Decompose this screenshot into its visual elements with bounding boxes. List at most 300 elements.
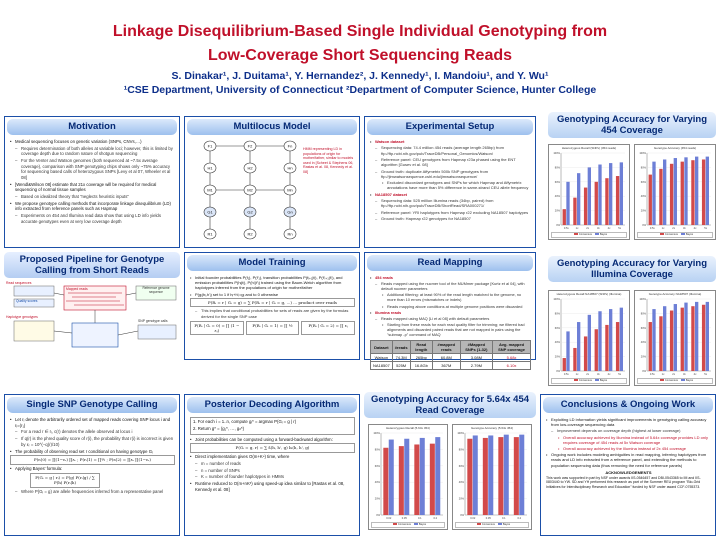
- bar: [609, 163, 612, 225]
- legend-swatch: [574, 379, 578, 381]
- bar: [595, 329, 598, 371]
- bar: [620, 308, 623, 371]
- ack-title: ACKNOWLEDGEMENTS: [605, 469, 652, 475]
- x-tick-label: 0.2: [433, 517, 438, 520]
- calls-box: [138, 325, 176, 339]
- x-tick-label: 3x: [682, 373, 686, 376]
- y-tick-label: 0%: [642, 224, 646, 227]
- bar: [573, 348, 576, 371]
- x-tick-label: 0.5x: [563, 227, 569, 230]
- legend-swatch: [393, 523, 397, 525]
- bar: [563, 358, 566, 371]
- y-tick-label: 0%: [460, 514, 464, 517]
- bar: [609, 309, 612, 371]
- mapping-heading: • 454 reads: [370, 275, 531, 280]
- x-tick-label: 0.05: [485, 517, 491, 520]
- bar: [702, 159, 705, 225]
- bar: [404, 439, 409, 515]
- legend-label: Bayes: [685, 379, 694, 382]
- arrow: [126, 293, 136, 295]
- watson-item: – Ground truth: duplicate Affymetrix 500k SNP genotypes from ftp://jimwatsonsequence.cshl.edu/jimwatsonsequence/: [370, 169, 531, 179]
- legend-label: Consensus: [578, 379, 592, 382]
- table-header-cell: #Mapped SNPs (1-32): [460, 341, 492, 354]
- table-cell: 2.79M: [460, 362, 492, 370]
- y-tick-label: 80%: [640, 312, 646, 316]
- bar: [649, 175, 652, 225]
- motivation-sub: – Based on idealized theory that "neglects heuristic inputs": [10, 194, 175, 200]
- hmm-node-label: Rn: [287, 231, 293, 237]
- bar: [663, 306, 666, 371]
- bar: [659, 169, 662, 225]
- bar: [605, 325, 608, 371]
- bar: [652, 309, 655, 371]
- y-tick-label: 40%: [374, 481, 380, 485]
- y-tick-label: 60%: [458, 464, 464, 468]
- posterior-sub: – n = number of SNPs: [190, 468, 355, 474]
- x-tick-label: 0.5x: [649, 373, 655, 376]
- mapping-heading: • Illumina reads: [370, 310, 531, 315]
- bar: [566, 182, 569, 225]
- conclusions-subitem: • Overall accuracy achieved by the Illumina instead of 2x 454 coverage: [546, 446, 711, 451]
- lbl-snp: SNP genotype calls: [138, 319, 168, 323]
- arrow: [54, 331, 72, 333]
- mapping-item: – Reads mapped using MAQ [Li et al 08] with default parameters: [370, 316, 531, 321]
- bar: [706, 302, 709, 371]
- x-tick-label: 3x: [682, 227, 686, 230]
- acc5x-title: Genotyping Accuracy for 5.64x 454 Read Coverage: [370, 394, 530, 416]
- x-tick-label: 4x: [693, 373, 697, 376]
- y-tick-label: 0%: [556, 370, 560, 373]
- x-tick-label: 1x: [661, 227, 665, 230]
- table-cell: 5.68x: [493, 354, 531, 362]
- posterior-section: [184, 394, 360, 536]
- table-cell: 3.08M: [460, 354, 492, 362]
- bar: [616, 176, 619, 225]
- chart-panel: [634, 290, 716, 386]
- hmm-note: HMM representing LD in populations of origin for mother/father, similar to models used in [Scheet & Stephens 06, Rastas et al. 08, Kennedy et al. 08]: [303, 147, 354, 174]
- authors: S. Dinakar¹, J. Duitama¹, Y. Hernandez², J. Kennedy¹, I. Mandoiu¹, and Y. Wu¹: [171, 70, 549, 82]
- bar: [706, 157, 709, 225]
- chart-panel: [368, 424, 448, 530]
- bar: [430, 444, 435, 515]
- affiliations: ¹CSE Department, University of Connecticut ²Department of Computer Science, Hunter College: [123, 84, 597, 96]
- bar: [702, 305, 705, 371]
- chart-title: Genotype Accuracy (5.64x 454): [470, 426, 514, 430]
- table-header-cell: #reads: [392, 341, 410, 354]
- y-tick-label: 60%: [640, 326, 646, 330]
- experimental-section: [364, 116, 536, 248]
- bar: [498, 437, 503, 515]
- posterior-bullet: • Joint probabilities can be computed using a forward-backward algorithm:: [190, 437, 355, 443]
- training-eq: P(Rᵢ | Gᵢ = 1) = ∏ ½: [246, 321, 300, 335]
- title-line-1: Linkage Disequilibrium-Based Single Individual Genotyping from: [112, 23, 608, 40]
- posterior-step: 2. Return g* = (g₁*, …, gₙ*): [193, 425, 245, 431]
- y-tick-label: 100%: [553, 152, 560, 155]
- legend-swatch: [681, 379, 685, 381]
- hmm-box: [72, 323, 118, 347]
- bar: [670, 164, 673, 225]
- chart-title: Heterozygous Recall NA18507 (SNPs) (Illumina): [556, 292, 622, 296]
- chart-svg: [453, 425, 531, 529]
- conclusions-body: [546, 417, 711, 490]
- legend-swatch: [574, 233, 578, 235]
- lbl-mapped: Mapped reads: [66, 287, 88, 291]
- bar: [691, 160, 694, 225]
- bar: [691, 306, 694, 371]
- legend-swatch: [595, 379, 599, 381]
- bar: [563, 209, 566, 225]
- watson-item: – Reference panel: CEU genotypes from Hapmap r23a phased using the ENT algorithm [Gusev et al. 08]: [370, 157, 531, 167]
- posterior-body: [190, 417, 355, 493]
- y-tick-label: 100%: [457, 432, 464, 435]
- legend-label: Bayes: [599, 233, 608, 236]
- hmm-node-label: F2: [247, 143, 253, 149]
- x-tick-label: 0.1: [417, 517, 422, 520]
- y-tick-label: 60%: [374, 464, 380, 468]
- chart-title: Heterozygous Recall (5.64x 454): [386, 426, 430, 430]
- training-title: Model Training: [187, 255, 357, 271]
- multilocus-section: [184, 116, 360, 248]
- posterior-eq: P(Gᵢ = g, r) = ∑ fᵢ(h, h', g) bᵢ(h, h', g): [190, 443, 355, 453]
- ack-text: This work was supported in part by NSF under awards IIS-0546457 and DBI-0543365 to IM and IIS-0803440 to YW. SD and YH performed this research as part of the Summer REU program "Bio-Grid Initiatives for Interdisciplinary Research and Education" funded by NSF under award CCF-0755373.: [546, 475, 701, 489]
- hmm-node-label: F1: [207, 143, 213, 149]
- legend-label: Consensus: [397, 523, 411, 526]
- table-header-cell: #mapped reads: [432, 341, 460, 354]
- arrow: [118, 331, 138, 335]
- conclusions-section: [540, 394, 716, 536]
- y-tick-label: 80%: [640, 166, 646, 170]
- motivation-body: [10, 139, 175, 226]
- table-header-cell: Dataset: [371, 341, 393, 354]
- y-tick-label: 60%: [554, 180, 560, 184]
- lbl-reads: Read sequences: [6, 281, 32, 285]
- posterior-title: Posterior Decoding Algorithm: [187, 397, 357, 413]
- x-tick-label: 3x: [596, 373, 600, 376]
- bar: [674, 158, 677, 225]
- conclusions-title: Conclusions & Ongoing Work: [543, 397, 713, 413]
- table-cell: 74.3M: [392, 354, 410, 362]
- chart-svg: [549, 145, 629, 239]
- mapping-table: [370, 340, 531, 370]
- bar: [483, 438, 488, 515]
- reads-box: [14, 286, 54, 296]
- legend-swatch: [498, 523, 502, 525]
- header: [0, 0, 720, 104]
- watson-item: – Sequencing data: 74.4 million 454 reads (average length 265bp) from ftp://ftp.ncbi.nih.gov/pub/TraceDB/Personal_Genomics/Watson/: [370, 145, 531, 155]
- x-tick-label: 0.02: [470, 517, 476, 520]
- hmm-node-label: Hn: [287, 165, 293, 171]
- posterior-sub: – m = number of reads: [190, 461, 355, 467]
- mapping-title: Read Mapping: [367, 255, 533, 271]
- conclusions-bullet: • Exploiting LD information yields significant improvements in genotyping calling accuracy from low-coverage sequencing data: [546, 417, 711, 427]
- hmm-node-label: H2: [247, 165, 253, 171]
- bar: [616, 322, 619, 371]
- mapping-section: [364, 252, 536, 369]
- table-header-row: [371, 341, 531, 354]
- y-tick-label: 100%: [373, 432, 380, 435]
- bar: [684, 157, 687, 225]
- chart-title: Heterozygous Recall (SNPs) (454 reads): [561, 146, 617, 150]
- motivation-sub: – Experiments on 454 and Illumina read data show that using LD info yields accurate genotypes even at very low coverage depth: [10, 213, 175, 224]
- x-tick-label: 2x: [672, 227, 676, 230]
- bar: [588, 167, 591, 225]
- mapping-subitem: • Reads mapping above conditions at multiple genome positions were discarded: [370, 304, 531, 309]
- pipeline-title: Proposed Pipeline for Genotype Calling from Short Reads: [19, 254, 165, 276]
- legend-label: Bayes: [502, 523, 511, 526]
- legend-label: Consensus: [578, 233, 592, 236]
- training-eq: P(Rᵢ | Gᵢ = 0) = ∏ (1 − εⱼ): [190, 321, 244, 335]
- training-sub: – This implies that conditional probabilities for sets of reads are given by the formulas derived for the single SNP case: [190, 308, 355, 318]
- bar: [584, 336, 587, 371]
- x-tick-label: 0.1: [501, 517, 506, 520]
- title-line-2: Low-Coverage Short Sequencing Reads: [207, 47, 513, 64]
- na-heading: • NA18507 dataset: [370, 192, 531, 197]
- experimental-body: [370, 139, 531, 223]
- bar: [598, 165, 601, 225]
- mapping-subitem: • Additional filtering: at least 90% of the read length matched to the genome, no more than 10 errors (mismatches or indels): [370, 292, 531, 302]
- posterior-bullet: • Direct implementation gives O(m+K⁴) time, where: [190, 454, 355, 460]
- y-tick-label: 40%: [640, 195, 646, 199]
- table-header-cell: Read length: [410, 341, 432, 354]
- bar: [414, 444, 419, 515]
- experimental-title: Experimental Setup: [367, 119, 533, 135]
- bar: [595, 182, 598, 225]
- chart-panel: [634, 144, 716, 240]
- training-section: [184, 252, 360, 360]
- bar: [649, 322, 652, 371]
- bar: [695, 302, 698, 371]
- y-tick-label: 20%: [374, 497, 380, 501]
- x-tick-label: 1x: [661, 373, 665, 376]
- legend-swatch: [595, 233, 599, 235]
- posterior-step: 1. For each i = 1..n, compute gᵢ* = argmax P(Gᵢ = g | r): [193, 419, 297, 424]
- conclusions-sub: – Improvement depends on coverage depth (highest at lower coverage): [546, 428, 711, 433]
- single-body: [10, 417, 175, 496]
- y-tick-label: 40%: [554, 195, 560, 199]
- na-item: – Ground truth: Hapmap r22 genotypes for NA18507: [370, 216, 531, 221]
- bar: [473, 435, 478, 515]
- conclusions-subitem: • Overall accuracy achieved by Illumina instead of 5.64x coverage provides LD only requires coverage of 454 reads at 5x Watson coverage: [546, 435, 711, 445]
- bar: [435, 437, 440, 515]
- chart-svg: [635, 145, 715, 239]
- table-cell: 265bp: [410, 354, 432, 362]
- x-tick-label: 2x: [586, 373, 590, 376]
- bar: [504, 435, 509, 515]
- x-tick-label: 5x: [618, 373, 622, 376]
- bar: [577, 173, 580, 225]
- y-tick-label: 80%: [458, 448, 464, 452]
- hmm-node-label: Gn: [287, 209, 293, 215]
- legend-label: Bayes: [685, 233, 694, 236]
- multilocus-title: Multilocus Model: [187, 119, 357, 135]
- x-tick-label: 4x: [607, 373, 611, 376]
- y-tick-label: 100%: [553, 298, 560, 301]
- bar: [681, 162, 684, 225]
- hmm-node-label: R1: [207, 231, 213, 237]
- training-body: [190, 275, 355, 336]
- y-tick-label: 100%: [639, 152, 646, 155]
- y-tick-label: 20%: [554, 355, 560, 359]
- y-tick-label: 100%: [639, 298, 646, 301]
- accIllumina-title-box: [548, 256, 716, 282]
- training-bullet: • P(gᵢ|hᵢ,h'ᵢ) set to 1 if hᵢ+h'ᵢ=gᵢ and to 0 otherwise: [190, 292, 355, 297]
- single-bullet: • Let rᵢ denote the arbitrarily ordered set of mapped reads covering SNP locus i and rᵢ=(r₁): [10, 417, 175, 428]
- y-tick-label: 20%: [640, 355, 646, 359]
- y-tick-label: 60%: [640, 180, 646, 184]
- table-cell: NA18507: [371, 362, 393, 370]
- x-tick-label: 0.2: [517, 517, 522, 520]
- bar: [584, 188, 587, 225]
- bar: [598, 311, 601, 371]
- chart-legend: [455, 522, 529, 528]
- motivation-sub: – Requires determination of both alleles at variable loci; however, this is limited by coverage depth due to random nature of shotgun sequencing: [10, 146, 175, 157]
- hmm-node-label: M1: [207, 187, 213, 193]
- x-tick-label: 4x: [693, 227, 697, 230]
- bar: [577, 322, 580, 371]
- bar: [389, 440, 394, 515]
- motivation-bullet: • We propose genotype calling methods that incorporate linkage disequilibrium (LD) info extracted from reference panels such as Hapmap: [10, 201, 175, 212]
- motivation-title: Motivation: [7, 119, 177, 135]
- bar: [514, 437, 519, 515]
- x-tick-label: 5x: [618, 227, 622, 230]
- lbl-quality: Quality scores: [16, 299, 38, 303]
- y-tick-label: 40%: [640, 341, 646, 345]
- accIllumina-title: Genotyping Accuracy for Varying Illumina Coverage: [556, 258, 708, 280]
- watson-heading: • Watson dataset: [370, 139, 531, 144]
- hmm-node-label: Mn: [287, 187, 293, 193]
- chart-svg: [549, 291, 629, 385]
- hmm-node-label: H1: [207, 165, 213, 171]
- mapping-body: [370, 275, 531, 370]
- chart-svg: [369, 425, 447, 529]
- bar: [605, 178, 608, 225]
- single-sub: – If q(r) is the phred quality score of r(i), the probability that r(i) is incorrect is given by εᵣ = 10^(−q(r)/10): [10, 436, 175, 447]
- x-tick-label: 4x: [607, 227, 611, 230]
- bar: [620, 162, 623, 225]
- single-section: [4, 394, 180, 536]
- chart-title: Genotype Accuracy NA18507 (Illumina): [648, 292, 702, 296]
- acc5x-title-box: [364, 392, 536, 418]
- y-tick-label: 0%: [556, 224, 560, 227]
- acc454-title: Genotyping Accuracy for Varying 454 Coverage: [556, 114, 708, 136]
- training-eq: P(Rᵢ = r | Gᵢ = g) = ∑ P(Rᵢ = r | Gᵢ = g, ...) ... product over reads: [190, 298, 355, 307]
- y-tick-label: 80%: [554, 312, 560, 316]
- table-header-cell: Avg. mapped SNP coverage: [493, 341, 531, 354]
- single-eq: P(Gᵢ = g | rᵢ) = P(g) P(rᵢ|g) / ∑ P(h) P(rᵢ|h): [30, 473, 100, 488]
- chart-legend: [637, 232, 713, 238]
- bar: [681, 308, 684, 371]
- bar: [663, 159, 666, 225]
- y-tick-label: 80%: [374, 448, 380, 452]
- conclusions-bullet: • Ongoing work includes modeling ambiguities in read mapping, inferring haplotypes from reads and LD info extracted from a reference panel, and extending the methods to population sequencing data (thus removing the need for reference panels): [546, 452, 711, 467]
- chart-svg: [635, 291, 715, 385]
- bar: [420, 438, 425, 515]
- bar: [659, 316, 662, 371]
- bar: [467, 439, 472, 515]
- bar: [695, 157, 698, 225]
- hmm-node-label: R2: [247, 231, 253, 237]
- chart-legend: [371, 522, 445, 528]
- na-item: – Sequencing data: 525 million Illumina reads (34bp, paired) from ftp://ftp.ncbi.nih.gov/pub/TraceDB/ShortRead/SRA000271/: [370, 198, 531, 208]
- chart-title: Genotype Accuracy (454 reads): [653, 146, 697, 150]
- mapping-subitem: • Starting from these reads for each read quality filter for trimming; we filtered bad alignments and discarded paired reads that are not mapped in pairs using the "submap -p" command of MAQ: [370, 322, 531, 337]
- legend-swatch: [660, 233, 664, 235]
- x-tick-label: 2x: [586, 227, 590, 230]
- legend-label: Consensus: [664, 233, 678, 236]
- training-eq: P(Rᵢ | Gᵢ = 2) = ∏ εⱼ: [301, 321, 355, 335]
- table-row: [371, 354, 531, 362]
- single-eq: P(rᵢ|0) = ∏(1−εᵣ) ∏εᵣ ; P(rᵢ|1) = ∏½ ; P(rᵢ|2) = ∏εᵣ ∏(1−εᵣ): [10, 455, 175, 465]
- chart-legend: [551, 378, 627, 384]
- pipeline-diagram: [4, 281, 180, 361]
- x-tick-label: 2x: [672, 373, 676, 376]
- legend-swatch: [660, 379, 664, 381]
- single-bullet: • Applying Bayes' formula:: [10, 466, 175, 472]
- single-bullet: • The probability of observing read set r conditional on having genotype Gᵢ: [10, 449, 175, 455]
- table-cell: 6.10x: [493, 362, 531, 370]
- table-cell: 60.8M: [432, 354, 460, 362]
- x-tick-label: 1x: [575, 373, 579, 376]
- legend-label: Consensus: [481, 523, 495, 526]
- y-tick-label: 40%: [554, 341, 560, 345]
- table-cell: 16.8Gb: [410, 362, 432, 370]
- hmm-node-label: G1: [207, 209, 213, 215]
- chart-panel: [548, 290, 630, 386]
- arrow: [54, 293, 64, 295]
- motivation-section: [4, 116, 180, 248]
- legend-label: Bayes: [599, 379, 608, 382]
- pipeline-title-box: [4, 252, 180, 278]
- bar: [566, 331, 569, 371]
- single-sub: – For a read r ∈ rᵢ, c(r) denotes the allele observed at locus i: [10, 429, 175, 435]
- hmm-node-label: G2: [247, 209, 253, 215]
- bar: [652, 162, 655, 225]
- legend-label: Consensus: [664, 379, 678, 382]
- y-tick-label: 20%: [554, 209, 560, 213]
- single-sub: – Where P(Gᵢ = g) are allele frequencies inferred from a representative panel: [10, 489, 175, 495]
- y-tick-label: 40%: [458, 481, 464, 485]
- table-cell: 367M: [432, 362, 460, 370]
- bar: [519, 435, 524, 515]
- table-cell: Watson: [371, 354, 393, 362]
- hmm-node-label: Fn: [287, 143, 293, 149]
- table-cell: 525M: [392, 362, 410, 370]
- posterior-sub: – K = number of founder haplotypes in HMMs: [190, 474, 355, 480]
- bar: [684, 303, 687, 371]
- y-tick-label: 0%: [376, 514, 380, 517]
- chart-panel: [452, 424, 532, 530]
- chart-legend: [637, 378, 713, 384]
- x-tick-label: 0.02: [386, 517, 392, 520]
- single-title: Single SNP Genotype Calling: [7, 397, 177, 413]
- bar: [399, 446, 404, 515]
- training-bullet: • Initial founder probabilities P(f₁), P(f'₁), transition probabilities P(fᵢ₊₁|fᵢ), P(f'ᵢ₊₁|f'ᵢ), and emission probabilities P(hᵢ|fᵢ), P(h'ᵢ|f'ᵢ) trained using the Baum-Welch algorithm from haplotypes inferred from the populations of origin for mother/father: [190, 275, 355, 291]
- x-tick-label: 0.05: [401, 517, 407, 520]
- lbl-hap: Haplotype genotypes: [6, 315, 38, 319]
- hmm-node-label: M2: [247, 187, 253, 193]
- na-item: – Reference panel: YRI haplotypes from Hapmap r22 excluding NA18507 haplotypes: [370, 210, 531, 215]
- y-tick-label: 0%: [642, 370, 646, 373]
- y-tick-label: 20%: [640, 209, 646, 213]
- table-row: [371, 362, 531, 370]
- legend-swatch: [414, 523, 418, 525]
- bar: [488, 435, 493, 515]
- x-tick-label: 3x: [596, 227, 600, 230]
- hap-box: [14, 321, 54, 341]
- legend-label: Bayes: [418, 523, 427, 526]
- acc454-title-box: [548, 112, 716, 138]
- lbl-ref: Reference genome sequence: [142, 286, 170, 294]
